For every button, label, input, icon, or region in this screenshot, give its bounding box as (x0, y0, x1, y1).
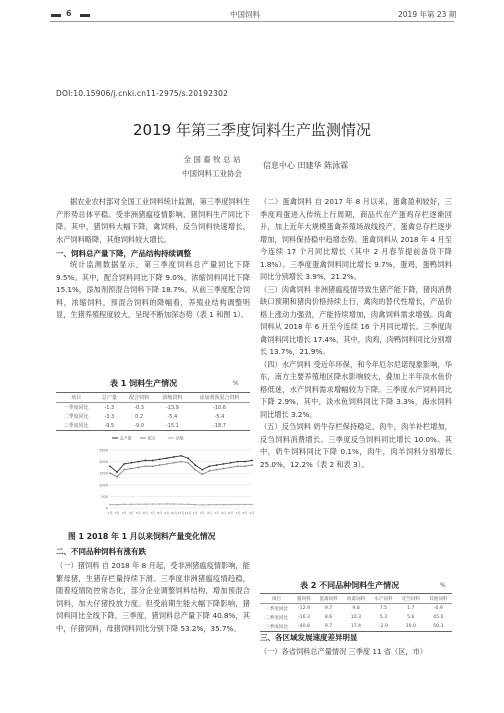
data-point (180, 461, 182, 463)
right-column (260, 196, 452, 471)
table-header-cell: 添加剂预混合饲料 (199, 395, 240, 401)
x-tick-label: 2月 (114, 511, 120, 515)
intro-paragraph: 据农业农村部对全国工业饲料统计监测，第三季度饲料生产形势总体平稳。受非洲猪瘟疫情影响，猪饲料生产同比下降。其中，猪饲料大幅下降，禽饲料，反刍饲料快速增长，水产饲料略降，其他饲料较大增长。 (56, 197, 250, 244)
table-cell: 9.7 (324, 624, 333, 629)
legend-label: 配合 (148, 435, 156, 441)
data-point (216, 469, 218, 471)
data-point (116, 476, 118, 478)
table-1 (56, 392, 250, 431)
table-cell: -15.1 (165, 422, 179, 429)
data-point (223, 468, 225, 470)
figure-1 (88, 432, 258, 524)
data-point (166, 503, 168, 505)
series-line (110, 456, 252, 472)
x-tick-label: 10月 (170, 511, 178, 515)
table-cell: 9.7 (324, 606, 333, 611)
table-cell: 5.6 (407, 615, 415, 620)
data-point (138, 467, 140, 469)
header-dash-right (80, 14, 90, 17)
data-point (145, 465, 147, 467)
x-tick-label: 8月 (242, 511, 248, 515)
table-cell: -0.3 (134, 404, 144, 411)
table-row (260, 622, 452, 632)
data-point (223, 463, 225, 465)
table-cell: -10.6 (213, 404, 226, 411)
table-cell: 0.2 (135, 413, 144, 420)
y-tick-label: 500 (101, 494, 108, 499)
data-point (187, 503, 189, 505)
x-tick-label: 1月 (192, 511, 198, 515)
data-point (116, 471, 118, 473)
table-cell: 一季度同比 (63, 405, 89, 411)
data-point (251, 460, 253, 462)
section-2-title: 二、不同品种饲料有涨有跌 (56, 547, 146, 556)
x-tick-label: 7月 (235, 511, 241, 515)
table-cell: 50.3 (433, 624, 444, 629)
data-point (130, 503, 132, 505)
table-cell: -12.9 (298, 606, 310, 611)
data-point (209, 504, 211, 506)
data-point (223, 504, 225, 506)
ruminant-paragraph: （五）反刍饲料 奶牛存栏保持稳定，肉牛，肉羊补栏增加，反刍饲料消费增长。三季度反刍饲料同比增长 10.0%。其中，奶牛饲料同比下降 0.1%，肉牛，肉羊饲料分别增长 25.0%，12.2%（表 2 和表 3）。 (260, 422, 452, 469)
table-header-cell: 配合饲料 (129, 395, 150, 401)
table-cell: 一季度同比 (265, 606, 289, 612)
legend-label: 总产量 (120, 435, 132, 441)
table-header-row (56, 393, 250, 403)
table-header-cell: 反刍饲料 (401, 596, 421, 602)
table-row (56, 412, 250, 421)
table-cell: -0.9 (433, 606, 443, 611)
table-cell: 三季度同比 (63, 423, 89, 429)
data-point (251, 464, 253, 466)
table-cell: 5.3 (379, 615, 388, 620)
data-point (123, 503, 125, 505)
x-tick-label: 9月 (164, 511, 170, 515)
egg-poultry-paragraph: （二）蛋禽饲料 自 2017 年 8 月以来，蛋禽盈利较好，三季度鸡蛋进入传统上行周期，商品代在产蛋鸡存栏逐渐回升，加上近年大规模蛋禽养殖场战线投产，蛋禽总存栏逐步增加，饲料保持稳中趋增态势。蛋禽饲料从 2018 年 4 月至今连续 17 个月同比增长（其中 2 月春节提前备货下降 1.8%）。三季度蛋禽饲料同比增长 9.7%，蛋鸡，蛋鸭饲料同比分别增长 3.9%，21.2%。 (260, 197, 452, 281)
org-1: 全 国 畜 牧 总 站 (183, 155, 241, 164)
data-point (209, 470, 211, 472)
x-tick-label: 7月 (150, 511, 156, 515)
table-2-caption: 表 2 不同品种饲料生产情况 (300, 581, 400, 590)
org-2: 中国饲料工业协会 (182, 169, 242, 178)
table-cell: -5.4 (214, 413, 225, 420)
table-cell: -2.9 (378, 624, 388, 629)
legend-label: 浓缩 (176, 435, 184, 441)
figure-1-caption: 图 1 2018 年 1 月以来饲料产量变化情况 (68, 532, 216, 541)
table-cell: -9.5 (104, 422, 115, 429)
section-2-text: （一）猪饲料 自 2018 年 8 月起，受非洲猪瘟疫情影响，能繁母猪，生猪存栏量持续下滑。三季度非洲猪瘟疫情趋稳，随着疫情防控常态化，部分企业调整饲料结构，增加预混合饲料，加大仔猪投放力度。但受前期生能大幅下降影响，猪饲料同比全线下降，三季度，猪饲料总产量下降 40.8%，其中，仔猪饲料，母猪饲料同比分别下降 53.2%，35.7%。 (56, 561, 250, 633)
table-header-cell: 水产饲料 (374, 596, 393, 602)
table-header-cell: 猪饲料 (297, 596, 311, 602)
table-2 (260, 593, 452, 632)
x-tick-label: 6月 (143, 511, 148, 515)
data-point (216, 464, 218, 466)
data-point (180, 503, 182, 505)
article-title: 2019 年第三季度饲料生产监测情况 (133, 121, 371, 139)
section-1-text: 统计监测数据显示，第三季度饲料总产量同比下降 9.5%。其中，配合饲料同比下降 9.0%，浓缩饲料同比下降 15.1%，添加剂预混合饲料下降 18.7%。从前三季度配合饲料，浓缩饲料，预混合饲料的降幅看，养殖业结构调整明显，生猪养殖程度较大，呈现不断加深态势（表 1 和图 1）。 (56, 260, 250, 319)
x-tick-label: 5月 (135, 511, 141, 515)
table-header-cell: 总产量 (101, 395, 117, 401)
data-point (230, 462, 232, 464)
section-3-title: 三、各区域发展速度差异明显 (260, 633, 358, 642)
data-point (194, 469, 196, 471)
page-number: 6 (66, 9, 72, 18)
table-cell: -5.4 (167, 413, 178, 420)
data-point (194, 464, 196, 466)
data-point (159, 458, 161, 460)
data-point (109, 472, 111, 474)
data-point (187, 462, 189, 464)
x-tick-label: 12月 (184, 511, 192, 515)
data-point (244, 465, 246, 467)
x-tick-label: 3月 (206, 511, 212, 515)
table-cell: 二季度同比 (63, 414, 89, 420)
section-3-text: （一）各省饲料总产量情况 三季度 11 省（区，市） (260, 647, 427, 656)
table-row (56, 421, 250, 431)
table-cell: 二季度同比 (265, 615, 289, 621)
table-header-cell: 蛋禽饲料 (319, 596, 338, 602)
header-dash-left (51, 14, 61, 17)
table-cell: 9.8 (352, 606, 360, 611)
x-tick-label: 3月 (121, 511, 127, 515)
table-header-cell: 浓缩饲料 (162, 395, 183, 401)
x-tick-label: 6月 (228, 511, 234, 515)
x-tick-label: 4月 (128, 511, 134, 515)
table-cell: -9.0 (134, 422, 144, 429)
table-cell: -13.9 (165, 404, 179, 411)
data-point (116, 504, 118, 506)
data-point (145, 460, 147, 462)
data-point (251, 504, 253, 506)
table-cell: 17.4 (350, 624, 362, 629)
doi: DOI:10.15906/j.cnki.cn11-2975/s.20192302 (56, 89, 229, 98)
table-header-cell: 项目 (271, 596, 282, 602)
data-point (230, 467, 232, 469)
y-tick-label: 1000 (99, 483, 108, 488)
author-names: 信息中心 田建华 陈泳霖 (263, 161, 349, 170)
data-point (244, 461, 246, 463)
aquatic-paragraph: （四）水产饲料 受近年环保，和今年厄尔尼诺现象影响，华东，南方主要养殖地区降水影响较大，叠加上半年淡水鱼价格低迷，水产饲料需求增幅较为下降。三季度水产饲料同比下降 2.9%，其中，淡水鱼饲料同比下降 3.3%，海水饲料同比增长 3.2%。 (260, 359, 452, 419)
meat-poultry-paragraph: （三）肉禽饲料 非洲猪瘟疫情导致生猪产能下降，猪肉消费缺口预期和猪肉价格持续上行，禽肉的替代性增长，产品价格上涨动力强劲，产能持续增加，肉禽饲料需求增强。肉禽饲料从 2018 年 6 月至今连续 16 个月同比增长。三季度肉禽饲料同比增长 17.4%，其中，肉鸡，肉鸭饲料同比分别增长 13.7%，21.9%。 (260, 284, 452, 356)
table-cell: 三季度同比 (265, 624, 289, 630)
table-cell: 10.0 (405, 624, 416, 629)
x-tick-label: 9月 (249, 511, 255, 515)
data-point (152, 460, 154, 462)
data-point (237, 461, 239, 463)
data-point (216, 504, 218, 506)
data-point (230, 504, 232, 506)
table-cell: -3.3 (104, 413, 115, 420)
author-orgs (182, 153, 242, 181)
issue-info: 2019 年第 23 期 (398, 10, 457, 19)
section-1-title: 一、饲料总产量下降，产品结构持续调整 (56, 249, 191, 258)
x-tick-label: 5月 (221, 511, 227, 515)
table-row (260, 604, 452, 614)
table-cell: 45.0 (433, 615, 444, 620)
table-header-cell: 项目 (71, 395, 82, 401)
data-point (123, 469, 125, 471)
data-point (237, 504, 239, 506)
table-header-row (260, 594, 452, 604)
data-point (138, 503, 140, 505)
data-point (201, 469, 203, 471)
data-point (130, 462, 132, 464)
data-point (138, 461, 140, 463)
table-cell: 1.7 (407, 606, 415, 611)
table-cell: -18.7 (213, 422, 226, 429)
table-1-unit: % (233, 380, 239, 387)
journal-name: 中国饲料 (230, 10, 260, 19)
data-point (173, 462, 175, 464)
x-tick-label: 11月 (177, 511, 185, 515)
data-point (194, 504, 196, 506)
x-tick-label: 2月 (199, 511, 205, 515)
data-point (109, 465, 111, 467)
x-tick-label: 1月 (107, 511, 113, 515)
table-cell: -1.3 (104, 404, 115, 411)
data-point (166, 457, 168, 459)
figure-1-chart (88, 432, 258, 524)
data-point (180, 455, 182, 457)
data-point (166, 463, 168, 465)
header-rule (50, 21, 454, 22)
data-point (145, 503, 147, 505)
table-cell: -40.8 (298, 624, 310, 629)
x-tick-label: 4月 (214, 511, 219, 515)
y-tick-label: 0 (105, 506, 108, 511)
data-point (173, 456, 175, 458)
left-column-lower (56, 546, 250, 635)
table-row (56, 403, 250, 413)
table-cell: 8.6 (324, 615, 333, 620)
data-point (237, 465, 239, 467)
table-2-unit: % (440, 582, 446, 589)
table-header-cell: 肉禽饲料 (346, 596, 366, 602)
x-tick-label: 8月 (157, 511, 163, 515)
data-point (159, 464, 161, 466)
data-point (244, 504, 246, 506)
data-point (159, 503, 161, 505)
left-column (56, 196, 250, 322)
table-cell: 10.3 (350, 615, 362, 620)
data-point (152, 465, 154, 467)
table-cell: -16.3 (298, 615, 310, 620)
y-tick-label: 2000 (99, 460, 108, 465)
data-point (123, 463, 125, 465)
data-point (209, 465, 211, 467)
data-point (187, 457, 189, 459)
data-point (109, 504, 111, 506)
data-point (130, 468, 132, 470)
data-point (152, 503, 154, 505)
table-cell: 7.5 (379, 606, 388, 611)
y-tick-label: 2500 (99, 448, 108, 453)
right-column-lower (260, 632, 452, 659)
data-point (201, 504, 203, 506)
table-header-cell: 其他饲料 (429, 596, 448, 602)
y-tick-label: 1500 (99, 471, 108, 476)
table-row (260, 613, 452, 622)
table-1-caption: 表 1 饲料生产情况 (110, 379, 178, 388)
data-point (173, 503, 175, 505)
data-point (201, 473, 203, 475)
